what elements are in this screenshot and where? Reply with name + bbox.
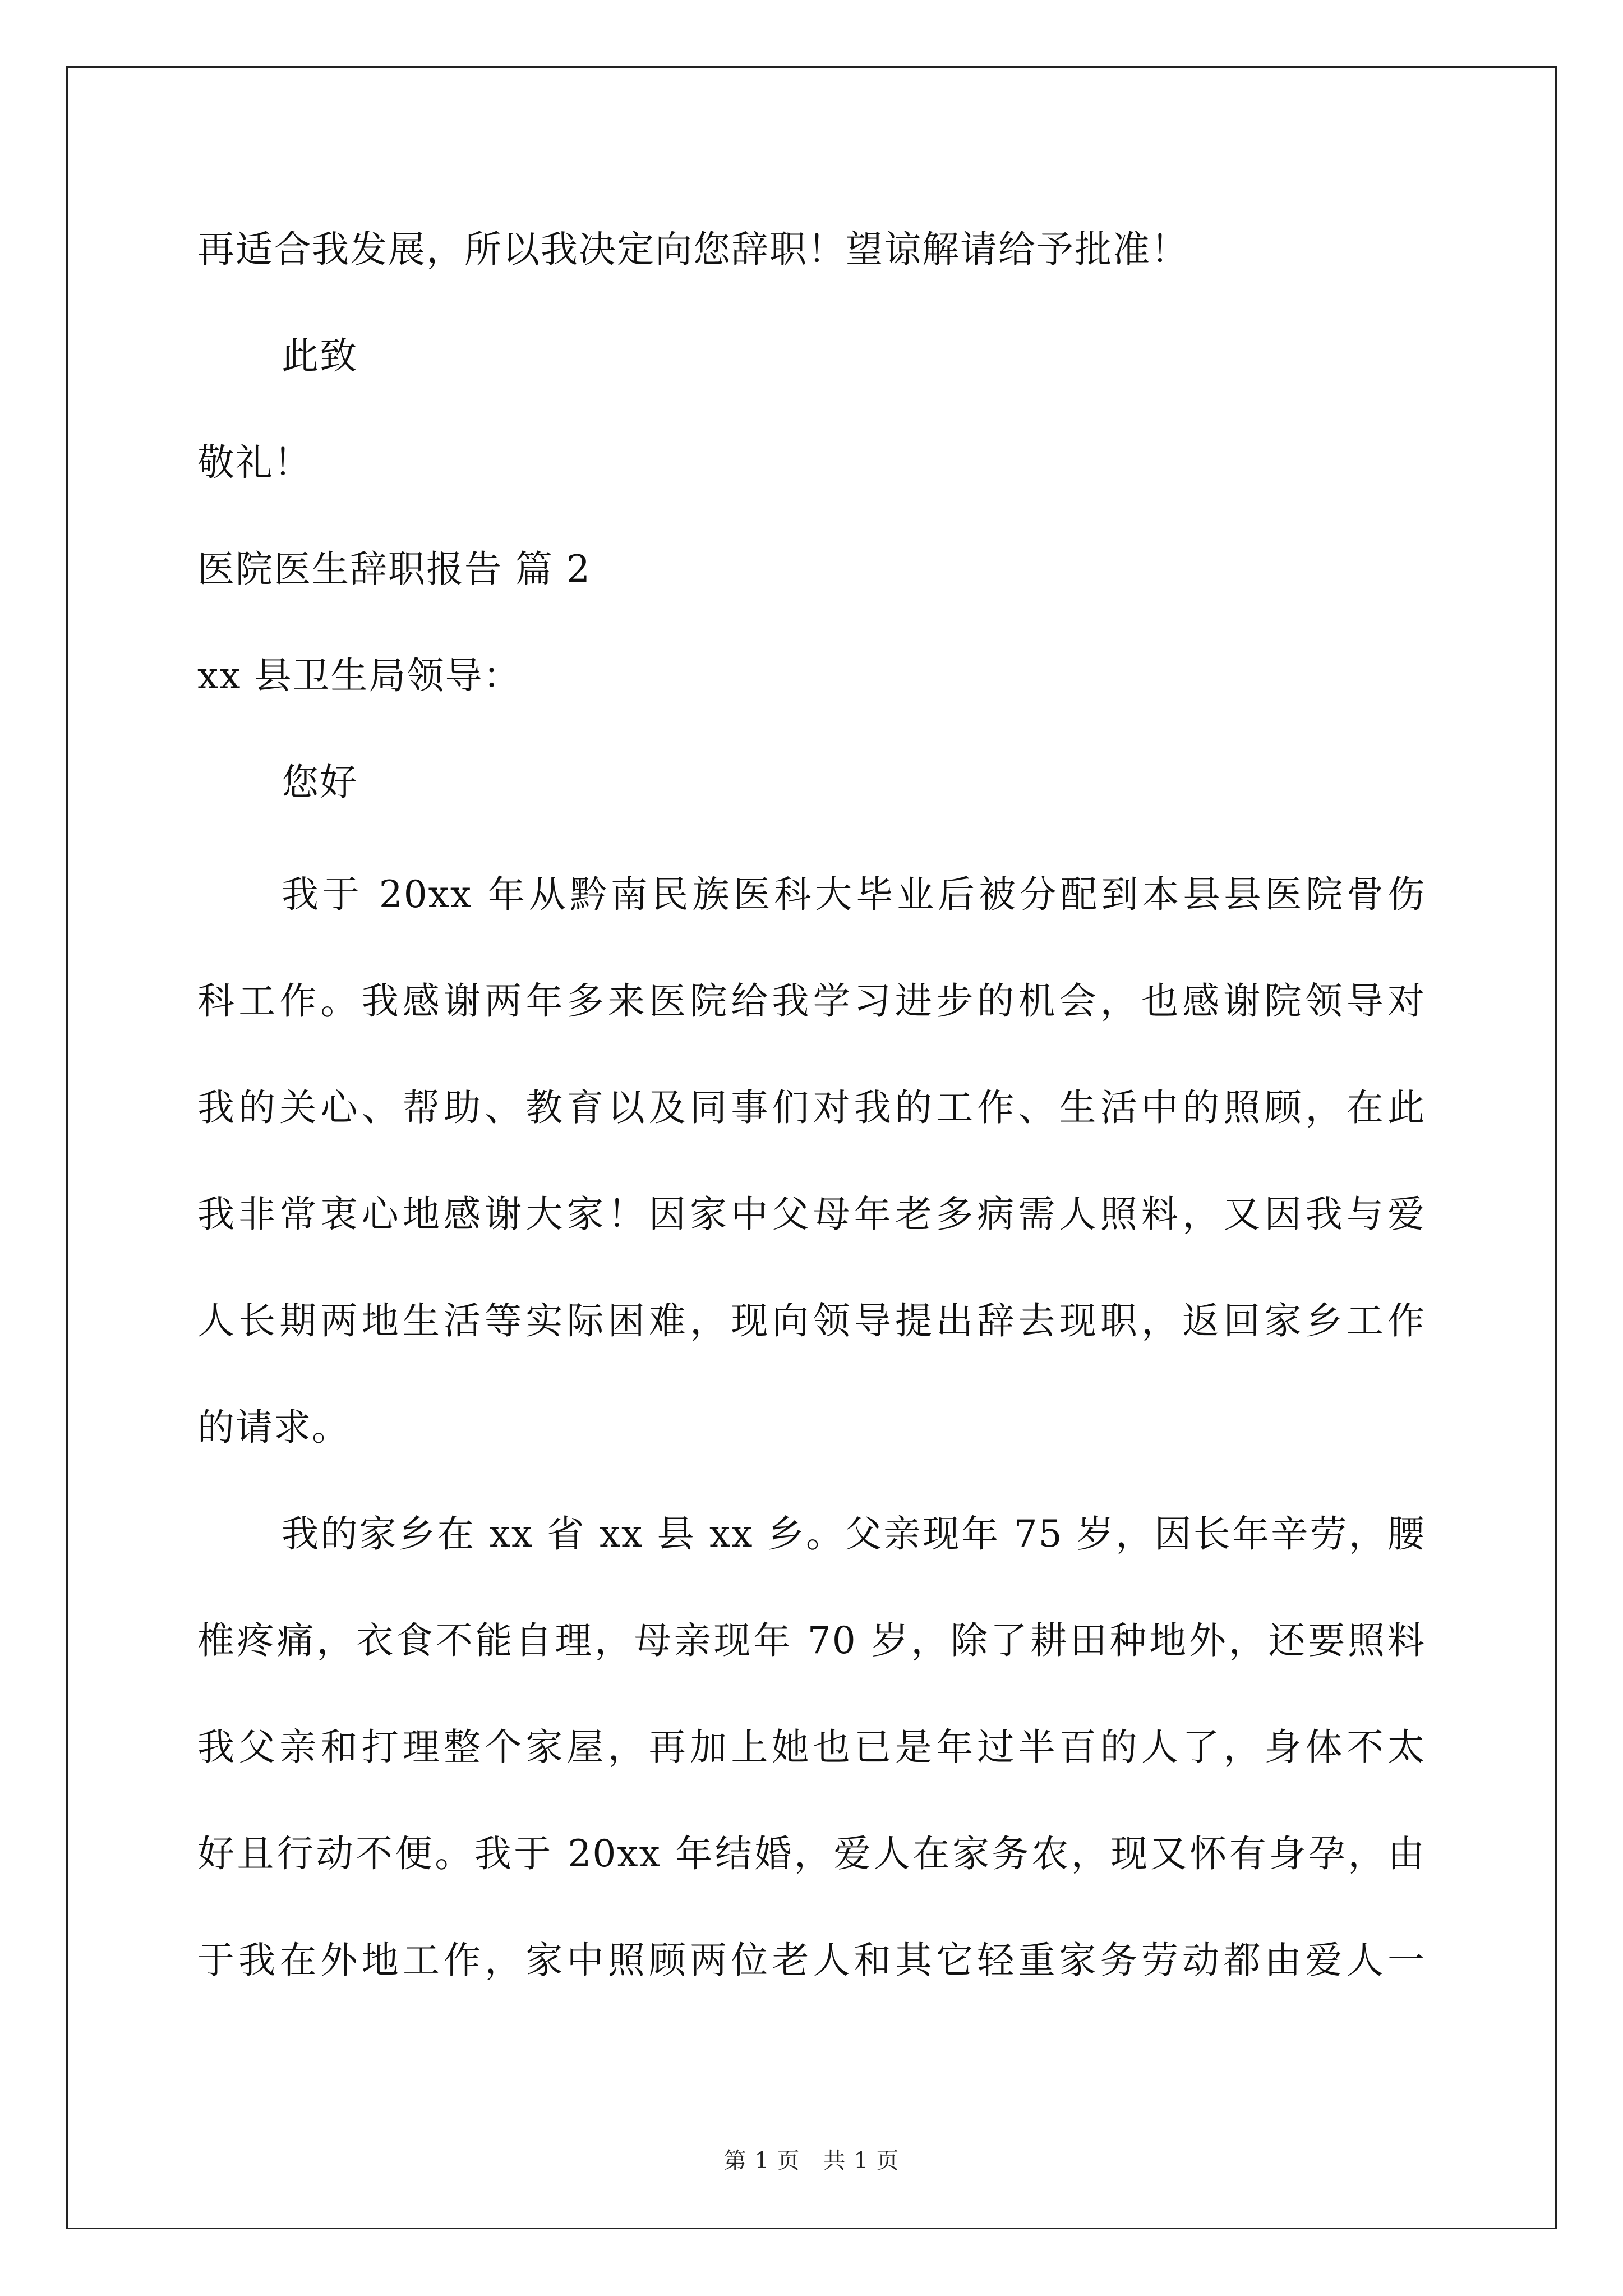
letter-text-part-2 (197, 841, 1426, 2014)
paragraph-line: 于我在外地工作，家中照顾两位老人和其它轻重家务劳动都由爱人一 (197, 1939, 1426, 1982)
paragraph-line: 的请求。 (197, 1406, 350, 1449)
paragraph-line: 好且行动不便。我于 20xx 年结婚，爱人在家务农，现又怀有身孕，由 (197, 1832, 1426, 1875)
closing-regards: 敬礼！ (197, 441, 312, 484)
paragraph-line: 人长期两地生活等实际困难，现向领导提出辞去现职，返回家乡工作 (197, 1299, 1426, 1342)
section-heading: 医院医生辞职报告 篇 2 (197, 547, 591, 591)
paragraph-line: 我于 20xx 年从黔南民族医科大毕业后被分配到本县县医院骨伤 (282, 873, 1426, 916)
letter-recipient: xx 县卫生局领导： (197, 654, 522, 697)
letter-greeting: 您好 (282, 761, 358, 804)
closing-salutation: 此致 (282, 334, 358, 378)
paragraph-line: 我的家乡在 xx 省 xx 县 xx 乡。父亲现年 75 岁，因长年辛劳，腰 (282, 1512, 1426, 1556)
text-line: 再适合我发展，所以我决定向您辞职！望谅解请给予批准！ (197, 228, 1189, 271)
letter-text-part-1 (197, 196, 1426, 836)
paragraph-line: 椎疼痛，衣食不能自理，母亲现年 70 岁，除了耕田种地外，还要照料 (197, 1619, 1426, 1662)
page-footer: 第 1 页 共 1 页 (723, 2148, 900, 2174)
paragraph-line: 科工作。我感谢两年多来医院给我学习进步的机会，也感谢院领导对 (197, 979, 1426, 1023)
paragraph-line: 我非常衷心地感谢大家！因家中父母年老多病需人照料，又因我与爱 (197, 1193, 1426, 1236)
paragraph-line: 我父亲和打理整个家屋，再加上她也已是年过半百的人了，身体不太 (197, 1726, 1426, 1769)
paragraph-line: 我的关心、帮助、教育以及同事们对我的工作、生活中的照顾，在此 (197, 1086, 1426, 1129)
